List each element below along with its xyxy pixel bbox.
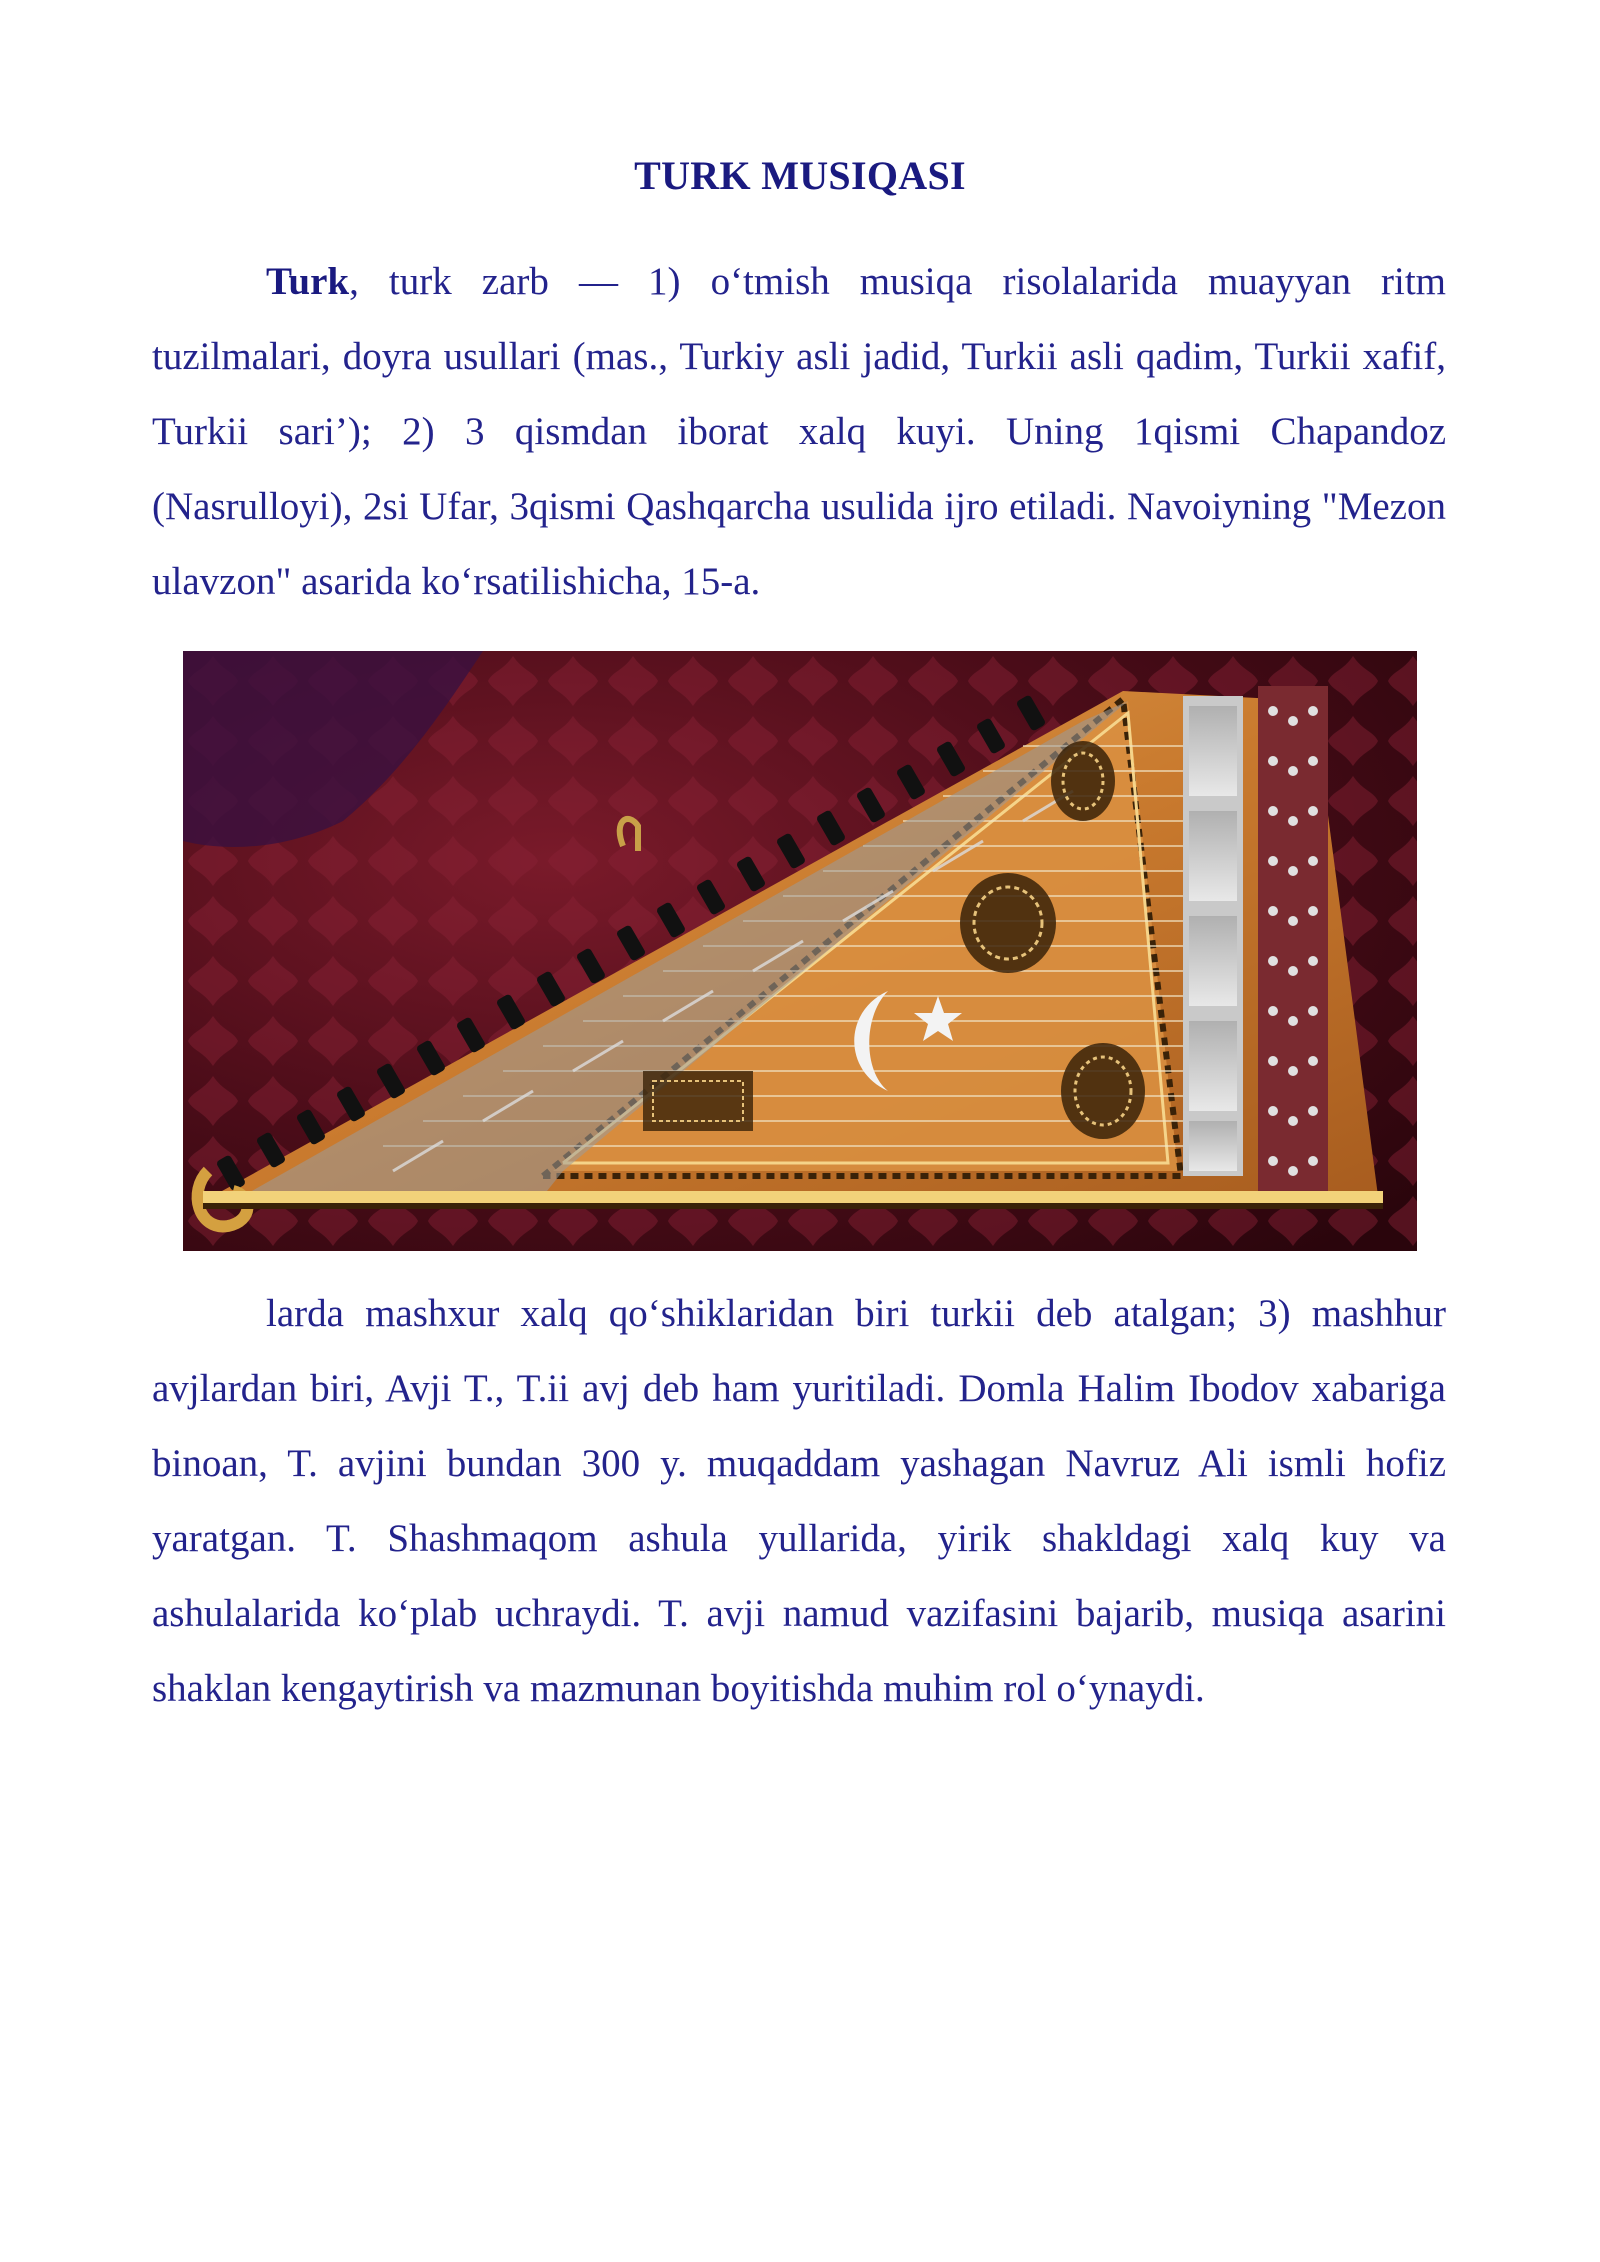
qanun-illustration <box>183 651 1417 1251</box>
paragraph-1-text: , turk zarb — 1) o‘tmish musiqa risolalarida muayyan ritm tuzilmalari, doyra usullari (mas., Turkiy asli jadid, Turkii asli qadim, Turkii xafif, Turkii sari’); 2) 3 qismdan iborat xalq kuyi. Uning 1qismi Chapandoz (Nasrulloyi), 2si Ufar, 3qismi Qashqarcha usulida ijro etiladi. Navoiyning "Mezon ulavzon" asarida ko‘rsatilishicha, 15-a. <box>152 260 1446 603</box>
paragraph-1-lead: Turk <box>266 260 350 303</box>
qanun-instrument-photo <box>183 651 1417 1251</box>
paragraph-2: larda mashxur xalq qo‘shiklaridan biri turkii deb atalgan; 3) mashhur avjlardan biri, Avji T., T.ii avj deb ham yuritiladi. Domla Halim Ibodov xabariga binoan, T. avjini bundan 300 y. muqaddam yashagan Navruz Ali ismli hofiz yaratgan. T. Shashmaqom ashula yullarida, yirik shakldagi xalq kuy va ashulalarida ko‘plab uchraydi. T. avji namud vazifasini bajarib, musiqa asarini shaklan kengaytirish va mazmunan boyitishda muhim rol o‘ynaydi. <box>152 1292 1446 1710</box>
paragraph-1 <box>152 244 1446 619</box>
page-title: TURK MUSIQASI <box>634 153 966 198</box>
